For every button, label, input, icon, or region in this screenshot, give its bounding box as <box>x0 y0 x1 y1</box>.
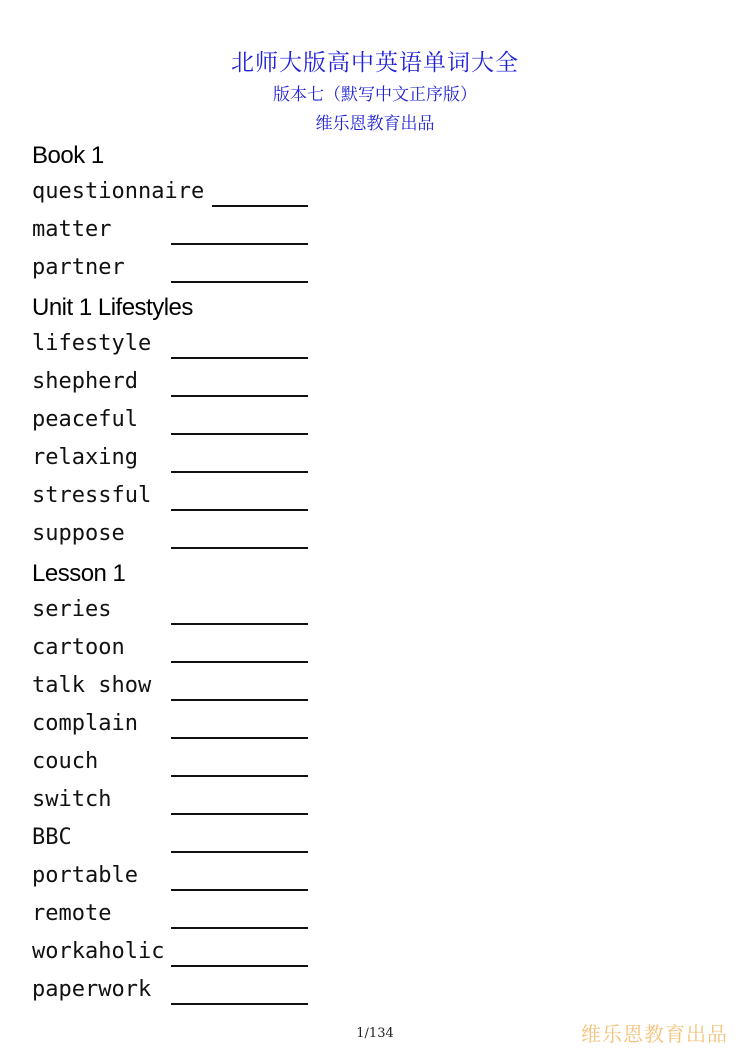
vocab-word: switch <box>32 787 112 812</box>
vocab-row <box>32 517 332 555</box>
answer-blank <box>171 775 308 777</box>
vocab-word: complain <box>32 711 138 736</box>
publisher-line: 维乐恩教育出品 <box>315 114 435 134</box>
vocab-row <box>32 175 332 213</box>
vocab-word: paperwork <box>32 977 152 1002</box>
answer-blank <box>171 547 308 549</box>
vocab-row <box>32 935 332 973</box>
vocab-row <box>32 707 332 745</box>
vocab-word: talk show <box>32 673 152 698</box>
answer-blank <box>171 699 308 701</box>
answer-blank <box>171 433 308 435</box>
vocabulary-list <box>32 137 332 1011</box>
vocab-word: series <box>32 597 112 622</box>
vocab-word: matter <box>32 217 112 242</box>
answer-blank <box>171 281 308 283</box>
vocab-row <box>32 251 332 289</box>
publisher-watermark: 维乐恩教育出品 <box>581 1022 728 1046</box>
section-heading-text: Lesson 1 <box>32 560 126 587</box>
vocab-word: partner <box>32 255 125 280</box>
answer-blank <box>171 471 308 473</box>
answer-blank <box>171 813 308 815</box>
section-heading-text: Unit 1 Lifestyles <box>32 294 193 321</box>
vocab-row <box>32 213 332 251</box>
vocab-row <box>32 859 332 897</box>
vocab-word: BBC <box>32 825 72 850</box>
document-title: 北师大版高中英语单词大全 <box>231 50 519 76</box>
vocab-row <box>32 973 332 1011</box>
vocab-row <box>32 897 332 935</box>
answer-blank <box>171 965 308 967</box>
vocab-word: couch <box>32 749 99 774</box>
vocab-row <box>32 441 332 479</box>
vocab-word: stressful <box>32 483 152 508</box>
section-heading-text: Book 1 <box>32 142 104 169</box>
answer-blank <box>212 205 308 207</box>
vocab-row <box>32 365 332 403</box>
answer-blank <box>171 927 308 929</box>
vocab-row <box>32 821 332 859</box>
vocab-word: peaceful <box>32 407 138 432</box>
vocab-row <box>32 479 332 517</box>
answer-blank <box>171 395 308 397</box>
vocab-word: relaxing <box>32 445 138 470</box>
vocab-row <box>32 593 332 631</box>
answer-blank <box>171 889 308 891</box>
section-heading <box>32 289 332 327</box>
vocab-word: questionnaire <box>32 179 205 204</box>
document-subtitle: 版本七（默写中文正序版） <box>273 85 477 105</box>
vocab-word: workaholic <box>32 939 165 964</box>
vocab-row <box>32 669 332 707</box>
vocab-word: remote <box>32 901 112 926</box>
answer-blank <box>171 1003 308 1005</box>
answer-blank <box>171 851 308 853</box>
vocab-row <box>32 745 332 783</box>
page-number: 1/134 <box>356 1026 394 1041</box>
vocab-word: portable <box>32 863 138 888</box>
vocab-word: shepherd <box>32 369 138 394</box>
answer-blank <box>171 737 308 739</box>
vocab-row <box>32 403 332 441</box>
answer-blank <box>171 623 308 625</box>
section-heading <box>32 137 332 175</box>
answer-blank <box>171 243 308 245</box>
answer-blank <box>171 357 308 359</box>
vocab-word: lifestyle <box>32 331 152 356</box>
vocab-word: suppose <box>32 521 125 546</box>
vocab-row <box>32 783 332 821</box>
answer-blank <box>171 509 308 511</box>
answer-blank <box>171 661 308 663</box>
vocab-row <box>32 327 332 365</box>
vocab-row <box>32 631 332 669</box>
section-heading <box>32 555 332 593</box>
vocab-word: cartoon <box>32 635 125 660</box>
